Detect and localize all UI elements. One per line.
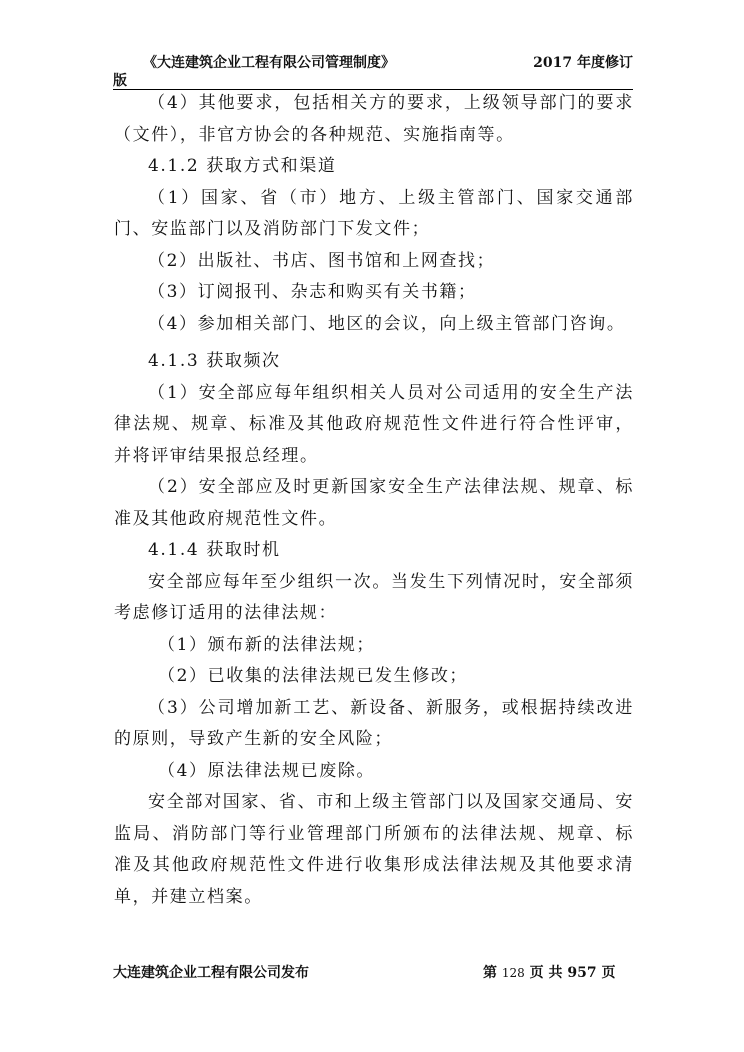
footer-publisher: 大连建筑企业工程有限公司发布 [113,965,309,981]
paragraph-channel-1: （1）国家、省（市）地方、上级主管部门、国家交通部门、安监部门以及消防部门下发文件； [114,187,634,239]
paragraph-channel-3: （3）订阅报刊、杂志和购买有关书籍； [148,282,477,302]
paragraph-channel-4: （4）参加相关部门、地区的会议，向上级主管部门咨询。 [148,313,626,334]
paragraph-timing-4: （4）原法律法规已废除。 [158,760,376,781]
page-total: 957 [567,965,597,981]
section-heading-4-1-2: 4.1.2 获取方式和渠道 [148,156,337,176]
paragraph-timing-1: （1）颁布新的法律法规； [158,634,376,655]
page-mid: 页 共 [524,965,568,981]
page-suffix: 页 [596,965,616,981]
paragraph-channel-2: （2）出版社、书店、图书馆和上网查找； [148,250,496,271]
paragraph-timing-2: （2）已收集的法律法规已发生修改； [158,666,469,686]
page-current: 128 [501,966,525,980]
page-header [113,52,633,92]
paragraph-frequency-2: （2）安全部应及时更新国家安全生产法律法规、规章、标准及其他政府规范性文件。 [114,477,634,529]
header-title: 《大连建筑企业工程有限公司管理制度》 [143,55,395,71]
paragraph-other-requirements: （4）其他要求，包括相关方的要求，上级领导部门的要求（文件），非官方协会的各种规范、实施指南等。 [114,93,634,145]
paragraph-frequency-1: （1）安全部应每年组织相关人员对公司适用的安全生产法律法规、规章、标准及其他政府规范性文件进行符合性评审，并将评审结果报总经理。 [114,382,634,466]
section-heading-4-1-3: 4.1.3 获取频次 [148,351,281,371]
page-prefix: 第 [483,965,502,981]
paragraph-archive: 安全部对国家、省、市和上级主管部门以及国家交通局、安监局、消防部门等行业管理部门所颁布的法律法规、规章、标准及其他政府规范性文件进行收集形成法律法规及其他要求清单，并建立档案。 [114,792,634,907]
header-version: 2017 年度修订 [533,55,633,71]
footer-page-indicator [483,962,616,982]
header-version-tail: 版 [113,73,127,89]
paragraph-timing-intro: 安全部应每年至少组织一次。当发生下列情况时，安全部须考虑修订适用的法律法规： [114,571,634,623]
paragraph-timing-3: （3）公司增加新工艺、新设备、新服务，或根据持续改进的原则，导致产生新的安全风险； [114,697,634,749]
page-footer [113,962,633,984]
document-body [114,88,634,913]
section-heading-4-1-4: 4.1.4 获取时机 [148,540,281,560]
